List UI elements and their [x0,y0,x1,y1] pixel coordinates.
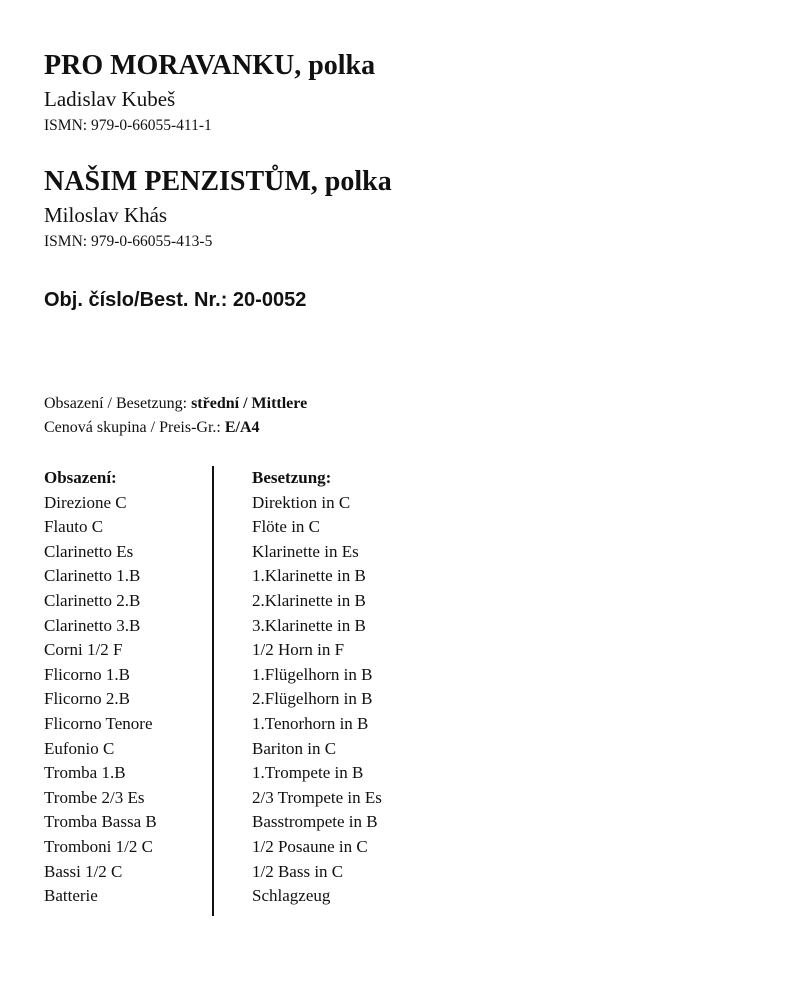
left-part-item: Flicorno 1.B [44,664,130,684]
left-part-item: Clarinetto Es [44,541,134,561]
italian-parts-column [44,466,157,909]
right-part-item: Bariton in C [252,738,337,758]
right-header: Besetzung: [252,468,332,487]
right-part-item: 1.Tenorhorn in B [252,713,369,733]
price-group-line [44,419,260,437]
left-part-item: Direzione C [44,492,127,512]
left-part-item: Corni 1/2 F [44,640,123,660]
price-label: Cenová skupina / Preis-Gr.: [44,419,225,436]
order-number: Obj. číslo/Best. Nr.: 20-0052 [44,289,307,311]
right-part-item: 2.Klarinette in B [252,590,366,610]
left-part-item: Clarinetto 1.B [44,566,141,586]
ismn-2: ISMN: 979-0-66055-413-5 [44,233,213,250]
work-title-1: PRO MORAVANKU, polka [44,50,376,81]
left-part-item: Tromboni 1/2 C [44,836,153,856]
right-part-item: Flöte in C [252,517,321,537]
ismn-1: ISMN: 979-0-66055-411-1 [44,117,212,134]
composer-2: Miloslav Khás [44,203,168,227]
right-part-item: 1.Flügelhorn in B [252,664,373,684]
right-part-item: Basstrompete in B [252,812,378,832]
right-part-item: 1/2 Horn in F [252,640,345,660]
right-part-item: 1.Trompete in B [252,763,364,783]
german-parts-column [252,466,382,909]
right-part-item: 2/3 Trompete in Es [252,787,382,807]
right-part-item: 3.Klarinette in B [252,615,366,635]
column-divider [212,466,214,916]
left-part-item: Clarinetto 2.B [44,590,141,610]
work-title-2: NAŠIM PENZISTŮM, polka [44,166,392,197]
left-part-item: Batterie [44,886,98,906]
left-part-item: Flicorno 2.B [44,689,130,709]
scoring-line [44,395,307,413]
right-part-item: 2.Flügelhorn in B [252,689,373,709]
left-part-item: Tromba 1.B [44,763,126,783]
composer-1: Ladislav Kubeš [44,87,176,111]
scoring-label: Obsazení / Besetzung: [44,395,192,412]
left-part-item: Bassi 1/2 C [44,861,123,881]
scoring-value: střední / Mittlere [191,395,308,412]
right-part-item: Schlagzeug [252,886,331,906]
right-part-item: Direktion in C [252,492,351,512]
right-part-item: 1/2 Bass in C [252,861,344,881]
left-part-item: Trombe 2/3 Es [44,787,145,807]
left-header: Obsazení: [44,468,117,487]
right-part-item: 1.Klarinette in B [252,566,366,586]
right-part-item: 1/2 Posaune in C [252,836,368,856]
right-part-item: Klarinette in Es [252,541,359,561]
left-part-item: Flauto C [44,517,104,537]
left-part-item: Tromba Bassa B [44,812,157,832]
left-part-item: Eufonio C [44,738,115,758]
left-part-item: Flicorno Tenore [44,713,153,733]
price-value: E/A4 [224,419,260,436]
left-part-item: Clarinetto 3.B [44,615,141,635]
